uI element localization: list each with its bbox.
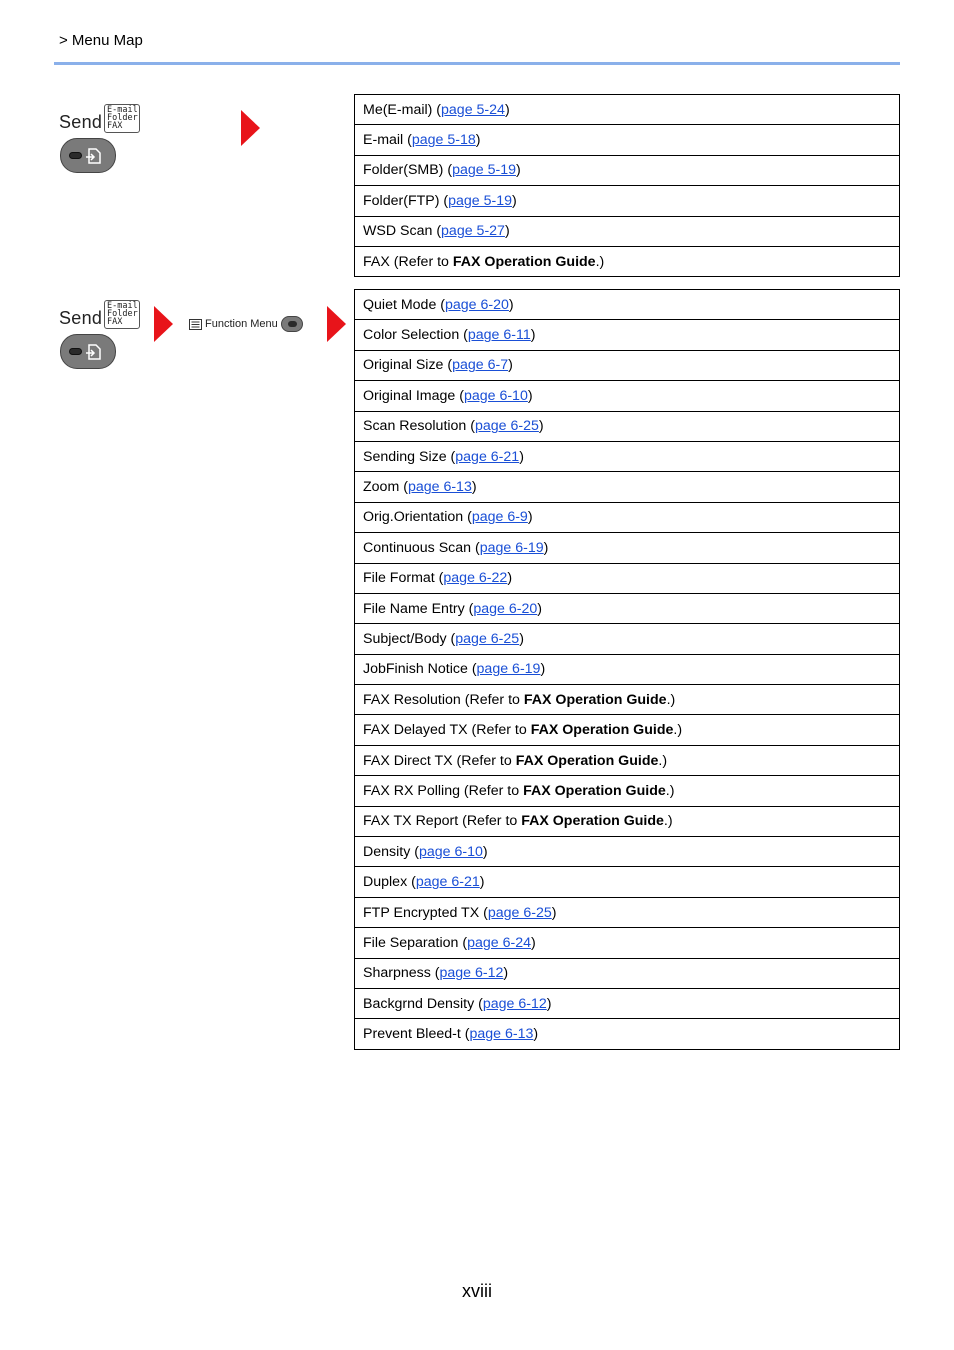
menu-item [355,867,900,897]
badge-line: E-mail [107,105,138,115]
menu-item-suffix: ) [540,661,546,678]
page-number: xviii [462,1281,492,1301]
table-row [355,441,900,471]
menu-item [355,155,900,185]
page-reference-link[interactable]: page 6-21 [415,874,480,891]
table-row [355,958,900,988]
send-document-icon [85,146,103,166]
page-reference-link[interactable]: page 5-27 [441,223,505,240]
guide-reference: FAX Operation Guide [515,752,659,769]
page-reference-link[interactable]: page 6-10 [418,843,483,860]
menu-item-suffix: ) [531,934,536,951]
table-row [355,411,900,441]
page-reference-link[interactable]: page 6-20 [445,296,509,313]
menu-item [355,320,900,350]
badge-line: Folder [107,113,138,124]
send-destination-badge [104,300,140,329]
table-row [355,654,900,684]
table-row [355,776,900,806]
table-row [355,806,900,836]
function-menu-button-icon [281,316,303,332]
menu-item-suffix: ) [475,132,481,149]
menu-item-suffix: ) [530,327,536,344]
page-reference-link[interactable]: page 6-11 [467,327,531,344]
menu-item [355,533,900,563]
guide-reference: FAX Operation Guide [530,722,674,739]
menu-item [355,685,900,715]
menu-item [355,776,900,806]
menu-item-label: E-mail ( [363,132,412,149]
menu-item-label: JobFinish Notice ( [363,661,477,678]
menu-item [355,95,900,125]
menu-item-label: Prevent Bleed-t ( [363,1026,470,1043]
menu-item-suffix: ) [551,904,557,921]
table-row [355,715,900,745]
page-reference-link[interactable]: page 6-21 [455,448,520,465]
menu-item-label: File Format ( [363,570,444,587]
page-reference-link[interactable]: page 6-25 [474,418,539,435]
header-divider [54,62,900,65]
table-row [355,897,900,927]
table-row [355,155,900,185]
menu-item-suffix: ) [519,448,524,465]
menu-item-label: FTP Encrypted TX ( [363,904,488,921]
menu-item-label: Me(E-mail) ( [363,101,442,118]
menu-item-label: Folder(SMB) ( [363,162,453,179]
menu-item-label: FAX RX Polling (Refer to [363,782,524,799]
led-indicator-icon [69,152,82,159]
send-key-illustration-2 [59,300,149,375]
guide-reference: FAX Operation Guide [523,782,666,799]
badge-line: FAX [107,317,123,328]
page-reference-link[interactable]: page 5-18 [411,132,476,149]
menu-item-suffix: .) [658,752,668,769]
menu-item-label: Orig.Orientation ( [363,509,472,526]
table-row [355,186,900,216]
menu-item [355,381,900,411]
table-row [355,95,900,125]
led-indicator-icon [69,348,82,355]
menu-item-suffix: ) [504,101,510,118]
menu-item-label: Quiet Mode ( [363,296,446,313]
menu-item-suffix: ) [527,387,533,404]
menu-item [355,246,900,276]
page-reference-link[interactable]: page 6-12 [482,995,547,1012]
page-reference-link[interactable]: page 6-24 [467,934,531,951]
menu-item-label: Scan Resolution ( [363,418,475,435]
menu-item-suffix: ) [482,843,488,860]
menu-item [355,806,900,836]
send-button-icon [60,334,116,369]
table-row [355,533,900,563]
table-row [355,502,900,532]
menu-item [355,563,900,593]
menu-item [355,624,900,654]
arrow-right-icon [154,306,173,342]
menu-item-suffix: ) [538,418,544,435]
menu-item-label: FAX (Refer to [363,253,453,270]
page-reference-link[interactable]: page 6-13 [407,479,472,496]
menu-item-label: Folder(FTP) ( [363,192,449,209]
table-row [355,472,900,502]
page-reference-link[interactable]: page 5-19 [452,162,516,179]
menu-item [355,502,900,532]
menu-item [355,593,900,623]
page-reference-link[interactable]: page 6-12 [439,965,504,982]
send-destination-badge [104,104,140,133]
menu-item-label: WSD Scan ( [363,223,442,240]
table-row [355,745,900,775]
menu-item-label: Backgrnd Density ( [363,995,483,1012]
guide-reference: FAX Operation Guide [521,813,664,830]
table-row [355,1019,900,1049]
function-menu-label: Function Menu [205,318,278,330]
menu-item-label: Color Selection ( [363,327,468,344]
menu-item-label: Duplex ( [363,874,416,891]
breadcrumb: > Menu Map [59,32,143,49]
send-destination-table [354,94,900,277]
menu-item-suffix: ) [503,965,509,982]
menu-item [355,897,900,927]
menu-item-suffix: ) [471,479,477,496]
menu-item-label: Zoom ( [363,479,408,496]
menu-item-suffix: ) [504,223,510,240]
page-reference-link[interactable]: page 6-7 [452,357,509,374]
send-key-illustration-1 [59,104,149,179]
guide-reference: FAX Operation Guide [523,691,667,708]
badge-line: Folder [107,309,138,320]
arrow-right-icon [327,306,346,342]
menu-item-label: Original Size ( [363,357,453,374]
led-indicator-icon [288,321,297,327]
page-reference-link[interactable]: page 6-9 [471,509,528,526]
menu-item [355,654,900,684]
menu-item-label: File Separation ( [363,934,468,951]
page-reference-link[interactable]: page 6-22 [443,570,508,587]
page-reference-link[interactable]: page 6-25 [455,630,520,647]
function-menu-table [354,289,900,1050]
menu-item-label: Density ( [363,843,419,860]
menu-item [355,928,900,958]
table-row [355,246,900,276]
table-row [355,988,900,1018]
menu-item [355,472,900,502]
page-reference-link[interactable]: page 5-19 [448,192,513,209]
menu-item-suffix: .) [595,253,605,270]
menu-item-suffix: ) [507,570,513,587]
table-row [355,381,900,411]
menu-item [355,1019,900,1049]
menu-item-suffix: ) [515,162,521,179]
menu-item [355,350,900,380]
menu-item [355,186,900,216]
menu-item-suffix: .) [663,813,673,830]
menu-item [355,441,900,471]
table-row [355,125,900,155]
menu-item-suffix: ) [512,192,517,209]
send-label: Send [59,308,103,328]
menu-item-suffix: ) [533,1026,539,1043]
guide-reference: FAX Operation Guide [452,253,596,270]
table-row [355,593,900,623]
menu-item-suffix: ) [508,357,513,374]
menu-item-suffix: ) [519,630,524,647]
page-reference-link[interactable]: page 6-10 [463,387,528,404]
menu-item-suffix: ) [479,874,485,891]
menu-item-label: FAX Direct TX (Refer to [363,752,516,769]
list-menu-icon [189,319,202,330]
send-document-icon [85,342,103,362]
menu-item-suffix: ) [537,600,543,617]
page-reference-link[interactable]: page 6-19 [479,539,544,556]
menu-item [355,290,900,320]
menu-item-suffix: ) [508,296,514,313]
menu-item-suffix: ) [527,509,533,526]
menu-item [355,411,900,441]
menu-item-suffix: .) [666,691,676,708]
badge-line: FAX [107,121,123,132]
menu-item-label: FAX TX Report (Refer to [363,813,522,830]
table-row [355,563,900,593]
function-menu-key [189,314,303,334]
table-row [355,624,900,654]
arrow-right-icon [241,110,260,146]
menu-item [355,837,900,867]
badge-line: E-mail [107,301,138,311]
table-row [355,685,900,715]
send-button-icon [60,138,116,173]
menu-item-label: Subject/Body ( [363,630,456,647]
menu-item-suffix: .) [673,722,683,739]
menu-item [355,958,900,988]
table-row [355,837,900,867]
table-row [355,350,900,380]
page-reference-link[interactable]: page 6-25 [487,904,552,921]
table-row [355,928,900,958]
menu-item [355,216,900,246]
table-row [355,216,900,246]
menu-item-label: FAX Delayed TX (Refer to [363,722,531,739]
menu-item-suffix: ) [543,539,549,556]
menu-item-label: File Name Entry ( [363,600,474,617]
menu-item-suffix: .) [665,782,675,799]
menu-item-label: FAX Resolution (Refer to [363,691,524,708]
menu-item [355,715,900,745]
menu-item [355,745,900,775]
page-reference-link[interactable]: page 6-20 [473,600,538,617]
menu-item-label: Continuous Scan ( [363,539,480,556]
send-label: Send [59,112,103,132]
table-row [355,867,900,897]
menu-item [355,125,900,155]
table-row [355,290,900,320]
menu-item-label: Sharpness ( [363,965,440,982]
page-reference-link[interactable]: page 5-24 [441,101,505,118]
menu-item [355,988,900,1018]
menu-item-label: Original Image ( [363,387,464,404]
menu-item-suffix: ) [546,995,552,1012]
menu-item-label: Sending Size ( [363,448,456,465]
page-reference-link[interactable]: page 6-13 [469,1026,534,1043]
table-row [355,320,900,350]
page-reference-link[interactable]: page 6-19 [476,661,541,678]
